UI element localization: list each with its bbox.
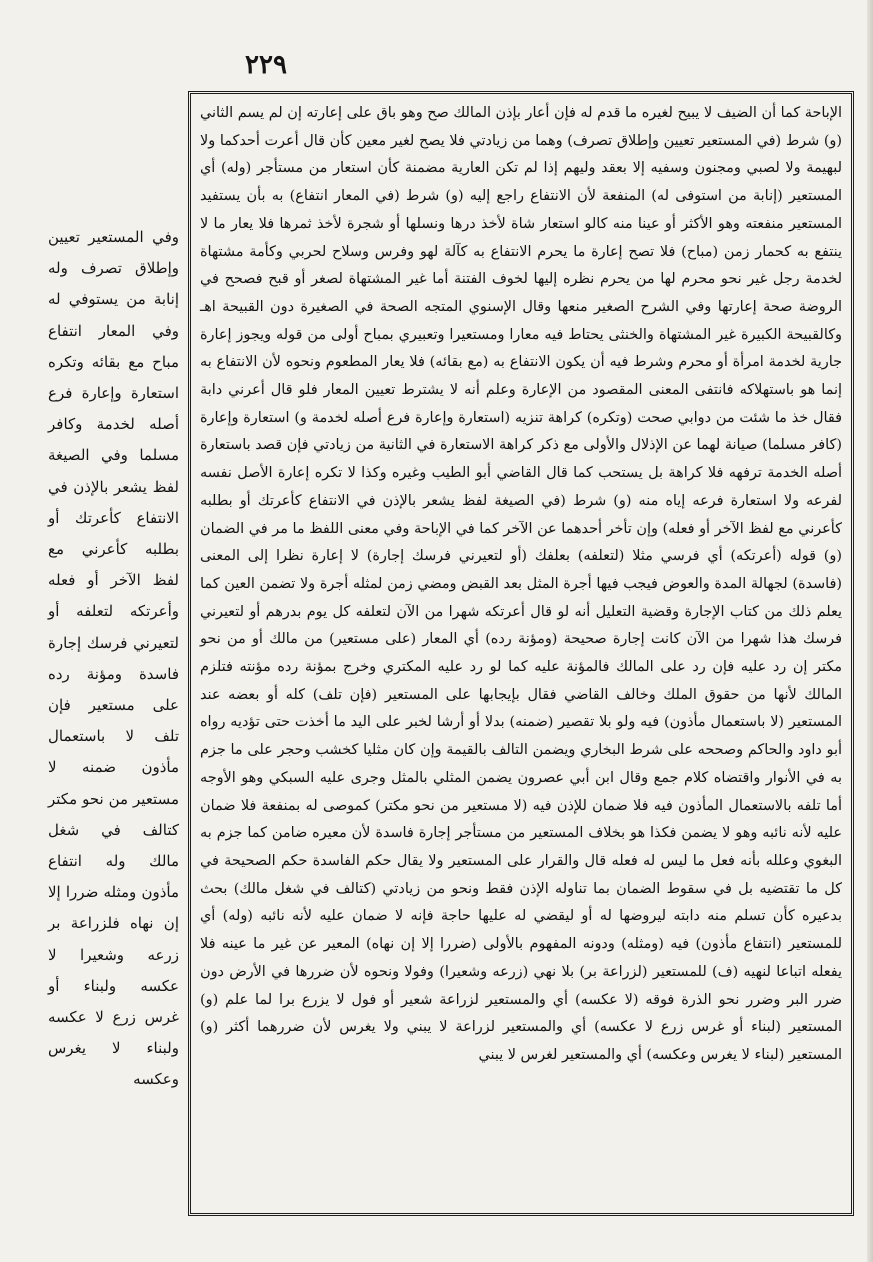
page-number: ٢٢٩: [245, 50, 287, 80]
main-text-frame: [188, 91, 854, 1216]
main-text: الإباحة كما أن الضيف لا يبيح لغيره ما قدم له فإن أعار بإذن المالك صح وهو باق على إعارته إن لم يسم الثاني (و) شرط (في المستعير تعيين وإطلاق تصرف) وهما من زيادتي فلا يصح لغير معين كأن قال أعرت أحدكما ولا لبهيمة ولا لصبي ومجنون وسفيه إلا بعقد وليهم إذا لم تكن العارية مضمنة كأن استعار من مستأجر (وله) أي المستعير (إنابة من استوفى له) المنفعة لأن الانتفاع راجع إليه (و) شرط (في المعار انتفاع) به بأن يستفيد المستعير منفعته وهو الأكثر أو عينا منه كالو استعار شاة لأخذ درها ونسلها أو شجرة لأخذ ثمرها فلا يعار ما لا ينتفع به كحمار زمن (مباح) فلا تصح إعارة ما يحرم الانتفاع به كآلة لهو وفرس وسلاح لحربي وكأمة مشتهاة لخدمة رجل غير نحو محرم لها من يحرم نظره إليها لخوف الفتنة أما غير المشتهاة لصغر أو قبح فصحح في الروضة صحة إعارتها وفي الشرح الصغير منعها وقال الإسنوي المتجه الصحة في الصغيرة دون القبيحة اهـ وكالقبيحة الكبيرة غير المشتهاة والخنثى يحتاط فيه معارا ومستعيرا وتعبيري بمباح أولى من قوله ويجوز إعارة جارية لخدمة امرأة أو محرم وشرط فيه أن يكون الانتفاع به (مع بقائه) فلا يعار المطعوم ونحوه لأن الانتفاع به إنما هو باستهلاكه فانتفى المعنى المقصود من الإعارة وعلم أنه لا يشترط تعيين المعار فلو قال أعرني دابة فقال خذ ما شئت من دوابي صحت (وتكره) كراهة تنزيه (استعارة وإعارة فرع أصله لخدمة و) استعارة وإعارة (كافر مسلما) صيانة لهما عن الإذلال والأولى مع ذكر كراهة الاستعارة في الثانية من زيادتي فإن قصد باستعارة أصله الخدمة ترفهه فلا كراهة بل يستحب كما قال القاضي أبو الطيب وغيره وكذا لا تكره إعارة الأصل نفسه لفرعه ولا استعارة فرعه إياه منه (و) شرط (في الصيغة لفظ يشعر بالإذن في الانتفاع كأعرتك أو بطلبه كأعرني مع لفظ الآخر أو فعله) وإن تأخر أحدهما عن الآخر كما في الإباحة وفي معنى اللفظ ما مر في الضمان (و) قوله (أعرتكه) أي فرسي مثلا (لتعلفه) بعلفك (أو لتعيرني فرسك إجارة) لا إعارة نظرا إلى المعنى (فاسدة) لجهالة المدة والعوض فيجب فيها أجرة المثل بعد القبض ومضي زمن لمثله أجرة ولا تضمن العين كما يعلم ذلك من كتاب الإجارة وقضية التعليل أنه لو قال أعرتكه شهرا من الآن لتعلفه كل يوم بدرهم أو لتعيرني فرسك هذا شهرا من الآن كانت إجارة صحيحة (ومؤنة رده) أي المعار (على مستعير) من مالك أو من نحو مكتر إن رد عليه فإن رد على المالك فالمؤنة عليه كما لو رد عليه المكتري وخرج بمؤنة رده مؤنته فتلزم المالك لأنها من حقوق الملك وخالف القاضي فقال بإيجابها على المستعير (فإن تلف) كله أو بعضه عند المستعير (لا باستعمال مأذون) فيه ولو بلا تقصير (ضمنه) بدلا أو أرشا لخبر على اليد ما أخذت حتى تؤديه رواه أبو داود والحاكم وصححه على شرط البخاري ويضمن التالف بالقيمة وإن كان مثليا كخشب وحجر على ما جزم به في الأنوار واقتضاه كلام جمع وقال ابن أبي عصرون يضمن المثلي بالمثل وجرى عليه السبكي وهو الأوجه أما تلفه بالاستعمال المأذون فيه فلا ضمان للإذن فيه (لا مستعير من نحو مكتر) كموصى له بمنفعة فلا ضمان عليه لأنه نائبه وهو لا يضمن فكذا هو بخلاف المستعير من مستأجر إجارة فاسدة لأن معيره ضامن كما جزم به البغوي وعلله بأنه فعل ما ليس له فعله قال والقرار على المستعير ولا يقال حكم الفاسدة حكم الصحيحة في كل ما تقتضيه بل في سقوط الضمان بما تناوله الإذن فقط ونحو من زيادتي (كتالف في شغل مالك) بحث بدعيره كأن تسلم منه دابته ليروضها له أو ليقضي له عليها حاجة فإنه لا ضمان عليه لأنه نائبه (وله) أي للمستعير (انتفاع مأذون) فيه (ومثله) ودونه المفهوم بالأولى (ضررا إلا إن نهاه) المعير عن غير ما عينه فلا يفعله اتباعا لنهيه (ف) للمستعير (لزراعة بر) بلا نهي (زرعه وشعيرا) وفولا ونحوه لأن ضررها في الأرض دون ضرر البر وضرر نحو الذرة فوقه (لا عكسه) أي والمستعير لزراعة شعير أو فول لا يزرع برا لما علم (و) المستعير (لبناء أو غرس زرع لا عكسه) أي والمستعير لزراعة لا يبني ولا يغرس لأن ضررهما أكثر (و) المستعير (لبناء لا يغرس وعكسه) أي والمستعير لغرس لا يبني: [200, 105, 842, 1063]
margin-column: [48, 222, 179, 1089]
margin-note: وفي المستعير تعيين وإطلاق تصرف وله إنابة من يستوفي له وفي المعار انتفاع مباح مع بقائه وتكره استعارة وإعارة فرع أصله لخدمة وكافر مسلما وفي الصيغة لفظ يشعر بالإذن في الانتفاع كأعرتك أو بطلبه كأعرني مع لفظ الآخر أو فعله وأعرتكه لتعلفه أو لتعيرني فرسك إجارة فاسدة ومؤنة رده على مستعير فإن تلف لا باستعمال مأذون ضمنه لا مستعير من نحو مكتر كتالف في شغل مالك وله انتفاع مأذون ومثله ضررا إلا إن نهاه فلزراعة بر زرعه وشعيرا لا عكسه ولبناء أو غرس زرع لا عكسه ولبناء لا يغرس وعكسه: [48, 228, 179, 1089]
page-spine-edge: [867, 0, 873, 1262]
